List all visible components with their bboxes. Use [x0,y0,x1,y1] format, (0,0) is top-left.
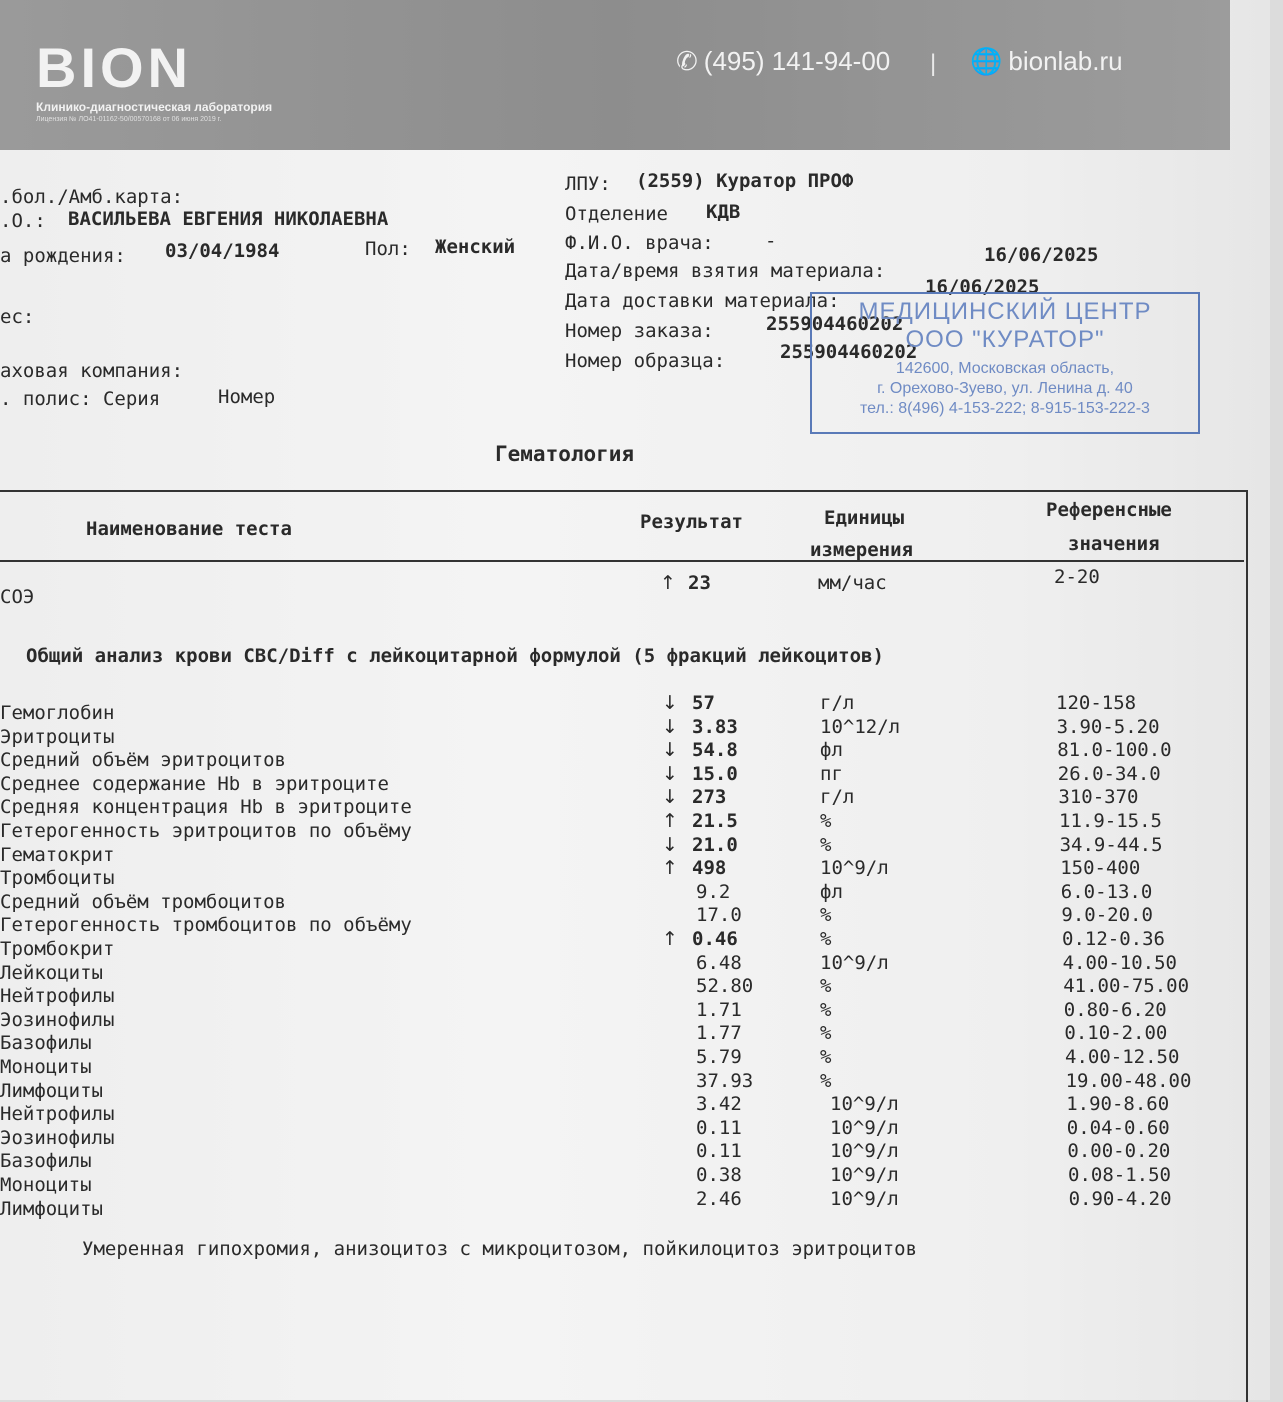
test-ref: 0.00-0.20 [1067,1140,1171,1163]
doctor-value: - [765,230,777,252]
test-result: 3.83 [692,715,738,738]
card-label: .бол./Амб.карта: [0,186,184,208]
test-name: Гемоглобин [0,702,115,724]
test-result: 1.71 [696,998,742,1021]
flag-high-icon: ↑ [662,810,678,832]
test-units: 10^9/л [830,1093,899,1116]
lab-logo [36,36,273,123]
table-row [0,857,1240,890]
website: bionlab.ru [1008,46,1123,76]
test-name: Тромбоциты [0,867,115,890]
table-row [0,904,1240,937]
test-ref: 9.0-20.0 [1061,904,1153,927]
table-row [0,833,1240,866]
test-units: 10^9/л [830,1140,899,1163]
sample-number: 255904460202 [780,341,918,363]
test-ref: 81.0-100.0 [1057,739,1172,762]
cbc-title: Общий анализ крови CBC/Diff с лейкоцитарной формулой (5 фракций лейкоцитов) [26,645,884,667]
test-name: Нейтрофилы [0,1103,115,1126]
test-units: 10^9/л [830,1164,899,1186]
header-separator: | [930,50,937,77]
policy-label: . полис: Серия [0,388,161,410]
test-name: Моноциты [0,1174,92,1196]
test-units: % [820,1022,832,1045]
table-row [0,1046,1240,1078]
taken-date: 16/06/2025 [984,244,1099,266]
test-units: % [820,1069,832,1092]
test-result: 273 [692,786,727,809]
test-result: 52.80 [696,975,754,998]
test-name: Базофилы [0,1032,92,1055]
table-row [0,715,1240,748]
test-result: 0.11 [696,1116,742,1139]
test-name: Средний объём эритроцитов [0,749,286,772]
test-ref: 0.90-4.20 [1068,1187,1172,1210]
test-ref: 11.9-15.5 [1059,810,1162,832]
test-name: Средний объём тромбоцитов [0,890,286,913]
insurer-label: аховая компания: [0,360,184,382]
table-row [0,762,1240,795]
col-header-name: Наименование теста [86,518,292,540]
test-name: Нейтрофилы [0,985,115,1008]
table-row [0,928,1240,960]
brand-license: Лицензия № ЛО41-01162-50/00570168 от 06 июня 2019 г. [36,116,222,123]
table-row [0,739,1240,772]
table-row [0,1164,1240,1196]
test-units: фл [820,739,843,762]
flag-low-icon: ↓ [662,715,678,738]
col-header-ref-2: значения [1068,533,1160,555]
test-name: Средняя концентрация Hb в эритроците [0,796,412,819]
test-name: Гетерогенность эритроцитов по объёму [0,820,412,842]
test-units: г/л [820,786,855,809]
test-result: 1.77 [696,1022,742,1045]
brand-name: BION [36,36,192,99]
test-result: 37.93 [696,1069,754,1092]
test-ref: 1.90-8.60 [1066,1093,1170,1116]
test-ref: 4.00-10.50 [1062,951,1177,974]
test-result: 23 [688,572,711,594]
test-name: СОЭ [0,586,35,608]
table-row [0,1140,1240,1173]
policy-number-label: Номер [218,386,276,408]
delivered-label: Дата доставки материала: [565,290,840,312]
lpu-value: (2559) Куратор ПРОФ [636,170,854,192]
test-result: 0.11 [696,1140,742,1163]
stamp-line-4: г. Орехово-Зуево, ул. Ленина д. 40 [877,380,1133,397]
test-ref: 41.00-75.00 [1063,975,1190,998]
test-name: Эритроциты [0,725,115,748]
dept-value: КДВ [706,201,741,223]
dob-label: а рождения: [0,245,126,267]
test-name: Лимфоциты [0,1079,103,1102]
dept-label: Отделение [565,203,668,225]
test-units: 10^9/л [830,1187,899,1210]
stamp-line-2: ООО "КУРАТОР" [905,326,1105,353]
test-ref: 0.08-1.50 [1068,1164,1171,1186]
phone-icon: ✆ [676,46,698,76]
test-result: 17.0 [696,904,742,927]
test-name: Среднее содержание Hb в эритроците [0,772,389,795]
test-name: Гематокрит [0,843,115,866]
test-units: г/л [820,692,855,714]
sex-label: Пол: [365,238,411,260]
website-contact [970,46,1123,77]
table-row [0,1022,1240,1055]
col-header-units-2: измерения [810,539,913,561]
brand-subtitle: Клинико-диагностическая лаборатория [36,100,273,114]
test-ref: 0.80-6.20 [1063,998,1167,1021]
test-units: % [820,1046,832,1068]
table-row [0,951,1240,984]
stamp-line-3: 142600, Московская область, [895,360,1115,377]
test-result: 54.8 [692,739,738,762]
test-units: пг [820,762,843,785]
test-ref: 6.0-13.0 [1060,880,1153,903]
test-ref: 0.04-0.60 [1066,1116,1170,1139]
lpu-label: ЛПУ: [565,173,611,195]
test-name: Гетерогенность тромбоцитов по объёму [0,914,412,937]
stamp-line-5: тел.: 8(496) 4-153-222; 8-915-153-222-3 [860,400,1150,417]
test-units: % [820,975,832,998]
test-name: Тромбокрит [0,938,115,960]
test-units: 10^9/л [830,1116,899,1139]
dob-value: 03/04/1984 [165,240,280,262]
col-header-units-1: Единицы [824,507,905,529]
phone-contact [676,46,890,77]
table-header-divider [0,560,1244,562]
test-ref: 310-370 [1058,786,1139,809]
test-ref: 120-158 [1056,692,1137,714]
test-result: 9.2 [696,880,731,903]
test-result: 3.42 [696,1093,742,1116]
sample-number-label: Номер образца: [565,350,726,372]
test-ref: 3.90-5.20 [1056,715,1160,738]
table-row [0,786,1240,819]
test-units: мм/час [818,572,887,594]
table-row [0,1069,1240,1102]
lab-header [0,0,1230,150]
order-number: 255904460202 [766,313,904,335]
col-header-ref-1: Референсные [1046,499,1172,521]
test-ref: 19.00-48.00 [1065,1069,1192,1092]
table-row [0,880,1240,913]
test-name: Моноциты [0,1056,92,1078]
phone-number: (495) 141-94-00 [703,46,891,76]
section-title: Гематология [495,442,635,466]
test-result: 0.46 [692,928,738,950]
test-result: 498 [692,857,727,880]
flag-low-icon: ↓ [662,762,678,785]
clinic-stamp [810,292,1200,434]
test-ref: 150-400 [1060,857,1141,880]
table-row [0,692,1240,724]
test-name: Лейкоциты [0,961,103,984]
morphology-comment: Умеренная гипохромия, анизоцитоз с микроцитозом, пойкилоцитоз эритроцитов [82,1238,918,1260]
address-label: ес: [0,306,35,328]
test-ref: 34.9-44.5 [1059,833,1163,856]
test-result: 6.48 [696,951,742,974]
flag-high-icon: ↑ [662,928,678,950]
patient-name: ВАСИЛЬЕВА ЕВГЕНИЯ НИКОЛАЕВНА [68,208,389,230]
test-units: 10^9/л [820,951,889,974]
test-ref: 2-20 [1054,566,1100,588]
test-ref: 4.00-12.50 [1065,1046,1180,1068]
test-name: Базофилы [0,1150,92,1173]
flag-low-icon: ↓ [662,833,678,856]
doctor-label: Ф.И.О. врача: [565,232,714,254]
test-ref: 0.10-2.00 [1064,1022,1168,1045]
flag-low-icon: ↓ [662,692,678,714]
test-units: 10^12/л [820,715,901,738]
test-units: фл [820,880,843,903]
test-units: % [820,904,832,927]
test-result: 0.38 [696,1164,742,1186]
flag-low-icon: ↓ [662,739,678,762]
esr-row [0,566,1240,608]
test-result: 2.46 [696,1187,742,1210]
taken-label: Дата/время взятия материала: [565,260,886,282]
test-name: Лимфоциты [0,1197,103,1220]
globe-icon: 🌐 [970,46,1003,76]
table-row [0,810,1240,842]
flag-low-icon: ↓ [662,786,678,809]
test-ref: 26.0-34.0 [1057,762,1161,785]
test-units: % [820,833,832,856]
test-units: % [820,928,832,950]
order-number-label: Номер заказа: [565,320,714,342]
table-row [0,1093,1240,1126]
flag-high-icon: ↑ [660,572,676,594]
test-units: 10^9/л [820,857,889,880]
fio-label: .О.: [0,210,46,232]
table-row [0,975,1240,1008]
stamp-line-1: МЕДИЦИНСКИЙ ЦЕНТР [858,298,1152,325]
table-row [0,1187,1240,1220]
test-result: 57 [692,692,715,714]
table-row [0,1116,1240,1149]
test-name: Эозинофилы [0,1008,115,1031]
test-result: 21.0 [692,833,738,856]
flag-high-icon: ↑ [662,857,678,880]
test-result: 15.0 [692,762,738,785]
table-row [0,998,1240,1031]
col-header-result: Результат [640,511,743,533]
test-name: Эозинофилы [0,1126,115,1149]
test-ref: 0.12-0.36 [1062,928,1165,950]
test-units: % [820,998,832,1021]
test-result: 5.79 [696,1046,742,1068]
delivered-date: 16/06/2025 [925,276,1040,298]
test-result: 21.5 [692,810,738,832]
sex-value: Женский [435,236,516,258]
test-units: % [820,810,832,832]
